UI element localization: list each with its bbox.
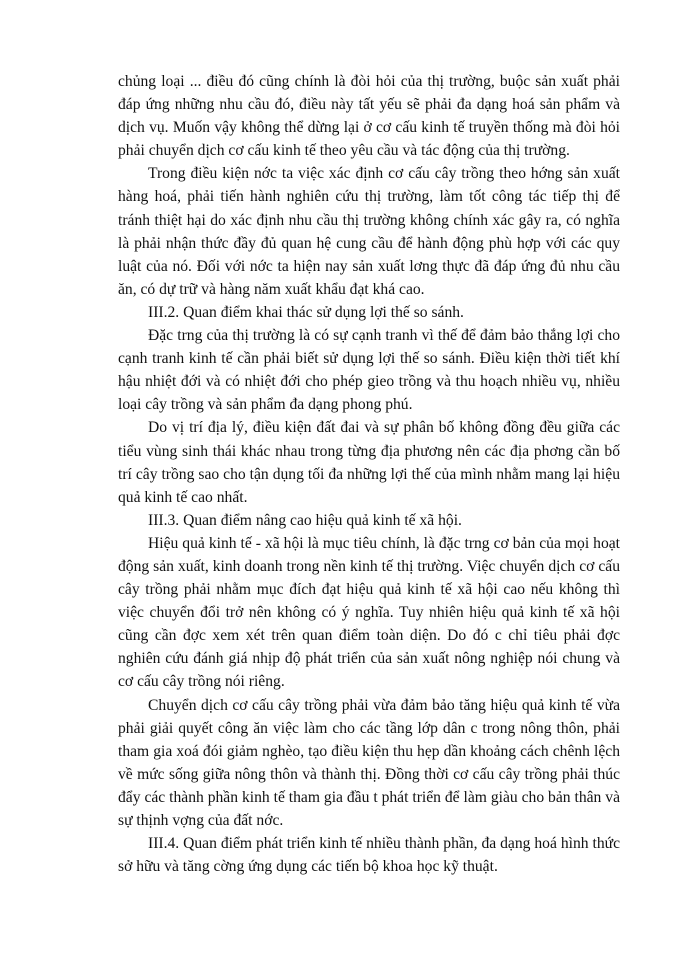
heading-section-3-3: III.3. Quan điểm nâng cao hiệu quả kinh tế xã hội. xyxy=(148,511,462,529)
paragraph-crop-structure: Trong điều kiện nớc ta việc xác định cơ cấu cây trồng theo hớng sản xuất hàng hoá, phải tiến hành nghiên cứu thị trường, làm tốt công tác tiếp thị để tránh thiệt hại do xác định nhu cầu thị trường không chính xác gây ra, có nghĩa là phải nhận thức đầy đủ quan hệ cung cầu để hành động phù hợp với các quy luật của nó. Đối với nớc ta hiện nay sản xuất lơng thực đã đáp ứng đủ nhu cầu ăn, có dự trữ và hàng năm xuất khẩu đạt khá cao. xyxy=(118,165,620,298)
paragraph-employment: Chuyển dịch cơ cấu cây trồng phải vừa đảm bảo tăng hiệu quả kinh tế vừa phải giải quyết công ăn việc làm cho các tầng lớp dân c trong nông thôn, phải tham gia xoá đói giảm nghèo, tạo điều kiện thu hẹp dần khoảng cách chênh lệch về mức sống giữa nông thôn và thành thị. Đồng thời cơ cấu cây trồng phải thúc đẩy các thành phần kinh tế tham gia đầu t phát triển để làm giàu cho bản thân và sự thịnh vợng của đất nớc. xyxy=(118,696,620,829)
heading-section-3-4: III.4. Quan điểm phát triển kinh tế nhiều thành phần, đa dạng hoá hình thức sở hữu và tăng cờng ứng dụng các tiến bộ khoa học kỹ thuật. xyxy=(118,835,620,876)
heading-section-3-2: III.2. Quan điểm khai thác sử dụng lợi thế so sánh. xyxy=(148,303,464,321)
paragraph-competition: Đặc trng của thị trường là có sự cạnh tranh vì thế để đảm bảo thắng lợi cho cạnh tranh kinh tế cần phải biết sử dụng lợi thế so sánh. Điều kiện thời tiết khí hậu nhiệt đới và có nhiệt đới cho phép gieo trồng và thu hoạch nhiều vụ, nhiều loại cây trồng và sản phẩm đa dạng phong phú. xyxy=(118,327,620,414)
paragraph-market-demand: chủng loại ... điều đó cũng chính là đòi hỏi của thị trường, buộc sản xuất phải đáp ứng những nhu cầu đó, điều này tất yếu sẽ phải đa dạng hoá sản phẩm và dịch vụ. Muốn vậy không thể dừng lại ở cơ cấu kinh tế truyền thống mà đòi hỏi phải chuyển dịch cơ cấu kinh tế theo yêu cầu và tác động của thị trường. xyxy=(118,73,620,160)
document-page xyxy=(118,70,620,878)
paragraph-geography: Do vị trí địa lý, điều kiện đất đai và sự phân bố không đồng đều giữa các tiểu vùng sinh thái khác nhau trong từng địa phương nên các địa phơng cần bố trí cây trồng sao cho tận dụng tối đa những lợi thế của mình nhằm mang lại hiệu quả kinh tế cao nhất. xyxy=(118,419,620,506)
paragraph-socioeconomic-efficiency: Hiệu quả kinh tế - xã hội là mục tiêu chính, là đặc trng cơ bản của mọi hoạt động sản xuất, kinh doanh trong nền kinh tế thị trường. Việc chuyển dịch cơ cấu cây trồng phải nhằm mục đích đạt hiệu quả kinh tế xã hội cao nếu không thì việc chuyển đổi trở nên không có ý nghĩa. Tuy nhiên hiệu quả kinh tế xã hội cũng cần đợc xem xét trên quan điểm toàn diện. Do đó c chỉ tiêu phải đợc nghiên cứu đánh giá nhịp độ phát triển của sản xuất nông nghiệp nói chung và cơ cấu cây trồng nói riêng. xyxy=(118,534,620,691)
